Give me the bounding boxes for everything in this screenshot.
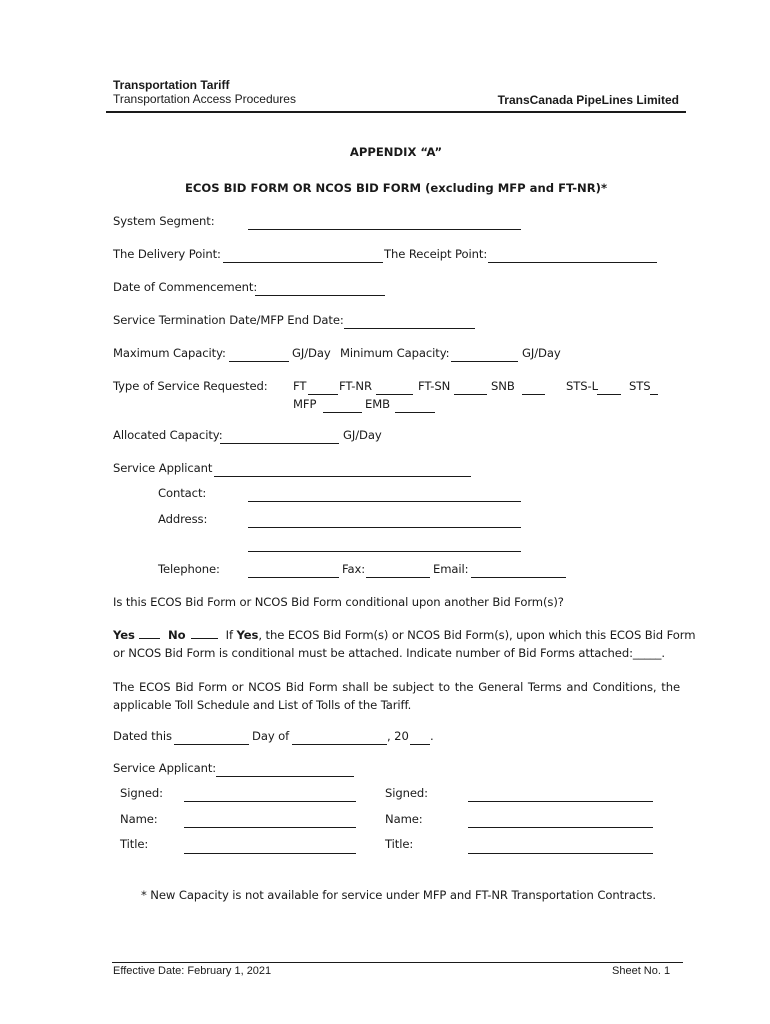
terms-paragraph: The ECOS Bid Form or NCOS Bid Form shall be subject to the General Terms and Conditions, the applicable Toll Schedule and List of Tolls of the Tariff. [113, 680, 680, 712]
yes-field[interactable] [139, 638, 160, 639]
service-mfp-label: MFP [293, 397, 317, 411]
min-capacity-label: Minimum Capacity: [340, 346, 450, 360]
signature-applicant-label: Service Applicant: [113, 761, 217, 775]
min-capacity-field[interactable] [451, 361, 518, 362]
if-yes-label: Yes [236, 628, 259, 642]
address-field-line2[interactable] [248, 551, 521, 552]
address-label: Address: [158, 512, 208, 526]
name-label-right: Name: [385, 812, 423, 826]
service-snb-label: SNB [491, 379, 515, 393]
title-label-left: Title: [120, 837, 149, 851]
service-type-label: Type of Service Requested: [113, 379, 268, 393]
service-stsl-label: STS-L [566, 379, 598, 393]
service-emb-label: EMB [365, 397, 390, 411]
system-segment-label: System Segment: [113, 214, 215, 228]
effective-date: Effective Date: February 1, 2021 [113, 965, 272, 977]
system-segment-field[interactable] [248, 229, 521, 230]
conditional-text: , the ECOS Bid Form(s) or NCOS Bid Form(s), upon which this ECOS Bid Form [258, 628, 696, 642]
conditional-question: Is this ECOS Bid Form or NCOS Bid Form conditional upon another Bid Form(s)? [113, 595, 564, 609]
signed-label-right: Signed: [385, 786, 428, 800]
commencement-label: Date of Commencement: [113, 280, 258, 294]
tariff-subtitle: Transportation Access Procedures [113, 92, 296, 106]
service-sts-field[interactable] [650, 394, 658, 395]
service-applicant-field[interactable] [214, 476, 471, 477]
max-capacity-label: Maximum Capacity: [113, 346, 226, 360]
footnote: * New Capacity is not available for service under MFP and FT-NR Transportation Contracts. [141, 888, 656, 902]
appendix-title: APPENDIX “A” [349, 145, 443, 159]
receipt-point-label: The Receipt Point: [384, 247, 488, 261]
telephone-field[interactable] [248, 577, 339, 578]
dated-this-label: Dated this [113, 729, 172, 743]
service-ft-label: FT [293, 379, 307, 393]
service-stsl-field[interactable] [597, 394, 621, 395]
conditional-paragraph-line2: or NCOS Bid Form is conditional must be attached. Indicate number of Bid Forms attached:_____. [113, 646, 665, 660]
commencement-field[interactable] [255, 295, 385, 296]
title-label-right: Title: [385, 837, 414, 851]
termination-label: Service Termination Date/MFP End Date: [113, 313, 344, 327]
title-field-right[interactable] [468, 853, 653, 854]
service-mfp-field[interactable] [323, 412, 362, 413]
footer-rule [112, 962, 683, 963]
fax-label: Fax: [342, 562, 366, 576]
service-ftnr-label: FT-NR [339, 379, 372, 393]
if-word: If [225, 628, 233, 642]
dated-year-field[interactable] [410, 744, 430, 745]
year-suffix: . [430, 729, 434, 743]
signed-field-right[interactable] [468, 801, 653, 802]
service-snb-field[interactable] [522, 394, 545, 395]
dated-month-field[interactable] [292, 744, 387, 745]
no-field[interactable] [191, 638, 218, 639]
sheet-number: Sheet No. 1 [612, 965, 671, 977]
min-capacity-unit: GJ/Day [522, 346, 561, 360]
day-of-label: Day of [252, 729, 290, 743]
header-rule [106, 111, 686, 113]
address-field-line1[interactable] [248, 527, 521, 528]
service-ftsn-label: FT-SN [418, 379, 451, 393]
service-ftsn-field[interactable] [454, 394, 487, 395]
max-capacity-field[interactable] [229, 361, 289, 362]
signed-field-left[interactable] [184, 801, 356, 802]
signed-label-left: Signed: [120, 786, 163, 800]
signature-applicant-field[interactable] [216, 776, 354, 777]
email-field[interactable] [471, 577, 566, 578]
allocated-capacity-field[interactable] [220, 443, 339, 444]
max-capacity-unit: GJ/Day [292, 346, 331, 360]
contact-field[interactable] [248, 501, 521, 502]
name-field-right[interactable] [468, 827, 653, 828]
allocated-capacity-unit: GJ/Day [343, 428, 382, 442]
service-sts-label: STS [629, 379, 651, 393]
dated-day-field[interactable] [174, 744, 249, 745]
no-label: No [167, 628, 186, 642]
conditional-paragraph-line1 [113, 628, 695, 642]
telephone-label: Telephone: [158, 562, 220, 576]
tariff-title: Transportation Tariff [113, 78, 230, 92]
termination-field[interactable] [344, 328, 475, 329]
receipt-point-field[interactable] [488, 262, 657, 263]
delivery-point-field[interactable] [223, 262, 383, 263]
form-title: ECOS BID FORM OR NCOS BID FORM (excluding MFP and FT-NR)* [184, 181, 608, 195]
email-label: Email: [433, 562, 469, 576]
service-ft-field[interactable] [308, 394, 338, 395]
service-applicant-label: Service Applicant [113, 461, 213, 475]
fax-field[interactable] [366, 577, 430, 578]
name-label-left: Name: [120, 812, 158, 826]
delivery-point-label: The Delivery Point: [113, 247, 221, 261]
allocated-capacity-label: Allocated Capacity: [113, 428, 223, 442]
year-prefix: , 20 [387, 729, 409, 743]
service-emb-field[interactable] [395, 412, 435, 413]
company-name: TransCanada PipeLines Limited [497, 93, 679, 107]
name-field-left[interactable] [184, 827, 356, 828]
title-field-left[interactable] [184, 853, 356, 854]
yes-label: Yes [113, 628, 135, 642]
contact-label: Contact: [158, 486, 207, 500]
service-ftnr-field[interactable] [376, 394, 413, 395]
